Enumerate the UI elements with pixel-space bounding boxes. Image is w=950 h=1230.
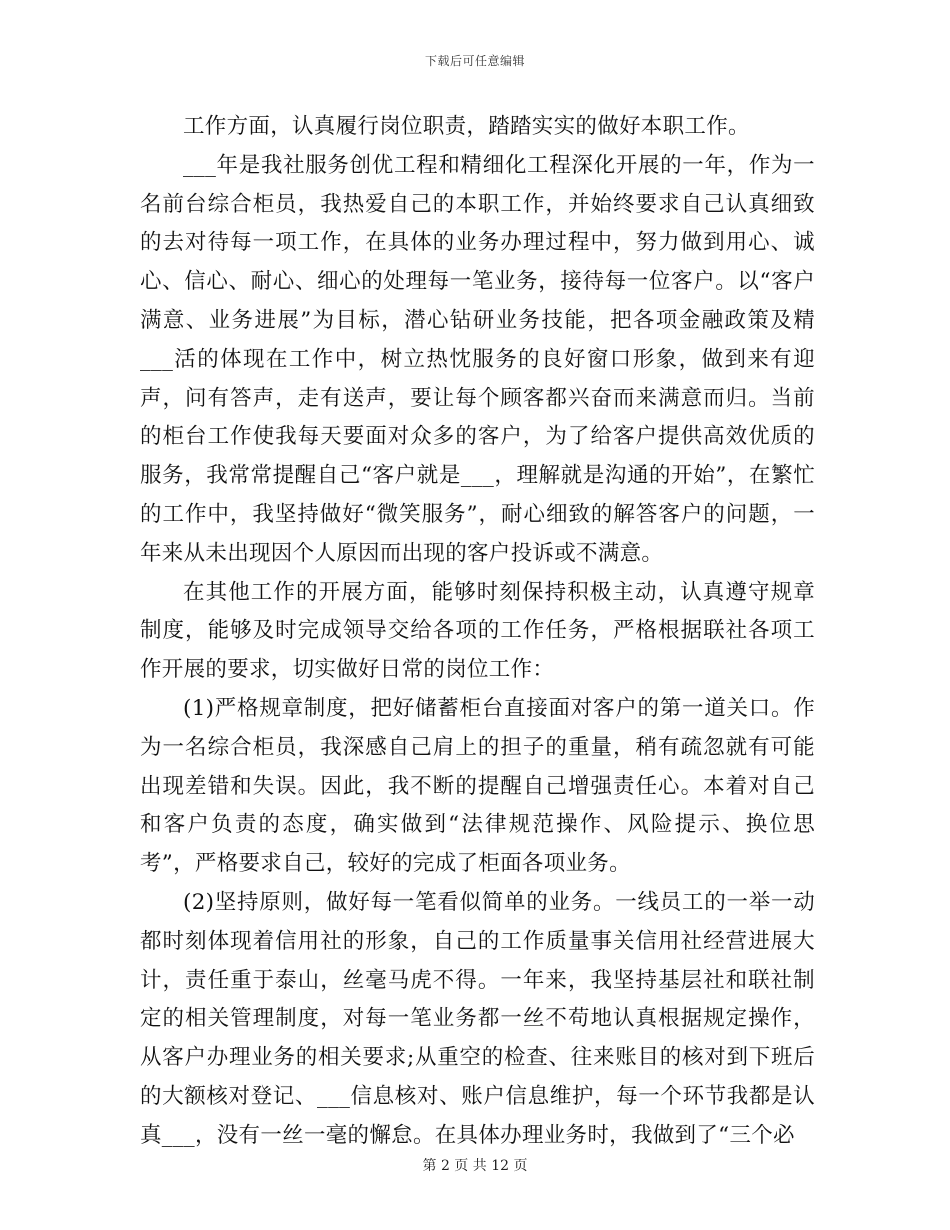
page-header-note: 下载后可任意编辑	[424, 54, 525, 68]
paragraph-point-2: (2)坚持原则，做好每一笔看似简单的业务。一线员工的一举一动都时刻体现着信用社的形象，自己的工作质量事关信用社经营进展大计，责任重于泰山，丝毫马虎不得。一年来，我坚持基层社和联社制定的相关管理制度，对每一笔业务都一丝不苟地认真根据规定操作，从客户办理业务的相关要求;从重空的检查、往来账目的核对到下班后的大额核对登记、___信息核对、账户信息维护，每一个环节我都是认真___，没有一丝一毫的懈怠。在具体办理业务时，我做到了“三个必	[140, 889, 815, 1148]
document-body	[140, 108, 815, 1156]
paragraph-service-quality: ___年是我社服务创优工程和精细化工程深化开展的一年，作为一名前台综合柜员，我热爱自己的本职工作，并始终要求自己认真细致的去对待每一项工作，在具体的业务办理过程中，努力做到用心、诚心、信心、耐心、细心的处理每一笔业务，接待每一位客户。以“客户满意、业务进展”为目标，潜心钻研业务技能，把各项金融政策及精___活的体现在工作中，树立热忱服务的良好窗口形象，做到来有迎声，问有答声，走有送声，要让每个顾客都兴奋而来满意而归。当前的柜台工作使我每天要面对众多的客户，为了给客户提供高效优质的服务，我常常提醒自己“客户就是___，理解就是沟通的开始”，在繁忙的工作中，我坚持做好“微笑服务”，耐心细致的解答客户的问题，一年来从未出现因个人原因而出现的客户投诉或不满意。	[140, 152, 815, 566]
paragraph-point-1: (1)严格规章制度，把好储蓄柜台直接面对客户的第一道关口。作为一名综合柜员，我深感自己肩上的担子的重量，稍有疏忽就有可能出现差错和失误。因此，我不断的提醒自己增强责任心。本着对自己和客户负责的态度，确实做到“法律规范操作、风险提示、换位思考”，严格要求自己，较好的完成了柜面各项业务。	[140, 695, 815, 877]
paragraph-work-duties: 工作方面，认真履行岗位职责，踏踏实实的做好本职工作。	[183, 114, 750, 139]
page-number: 第 2 页 共 12 页	[422, 1158, 528, 1174]
paragraph-other-work: 在其他工作的开展方面，能够时刻保持积极主动，认真遵守规章制度，能够及时完成领导交给各项的工作任务，严格根据联社各项工作开展的要求，切实做好日常的岗位工作：	[140, 579, 815, 683]
